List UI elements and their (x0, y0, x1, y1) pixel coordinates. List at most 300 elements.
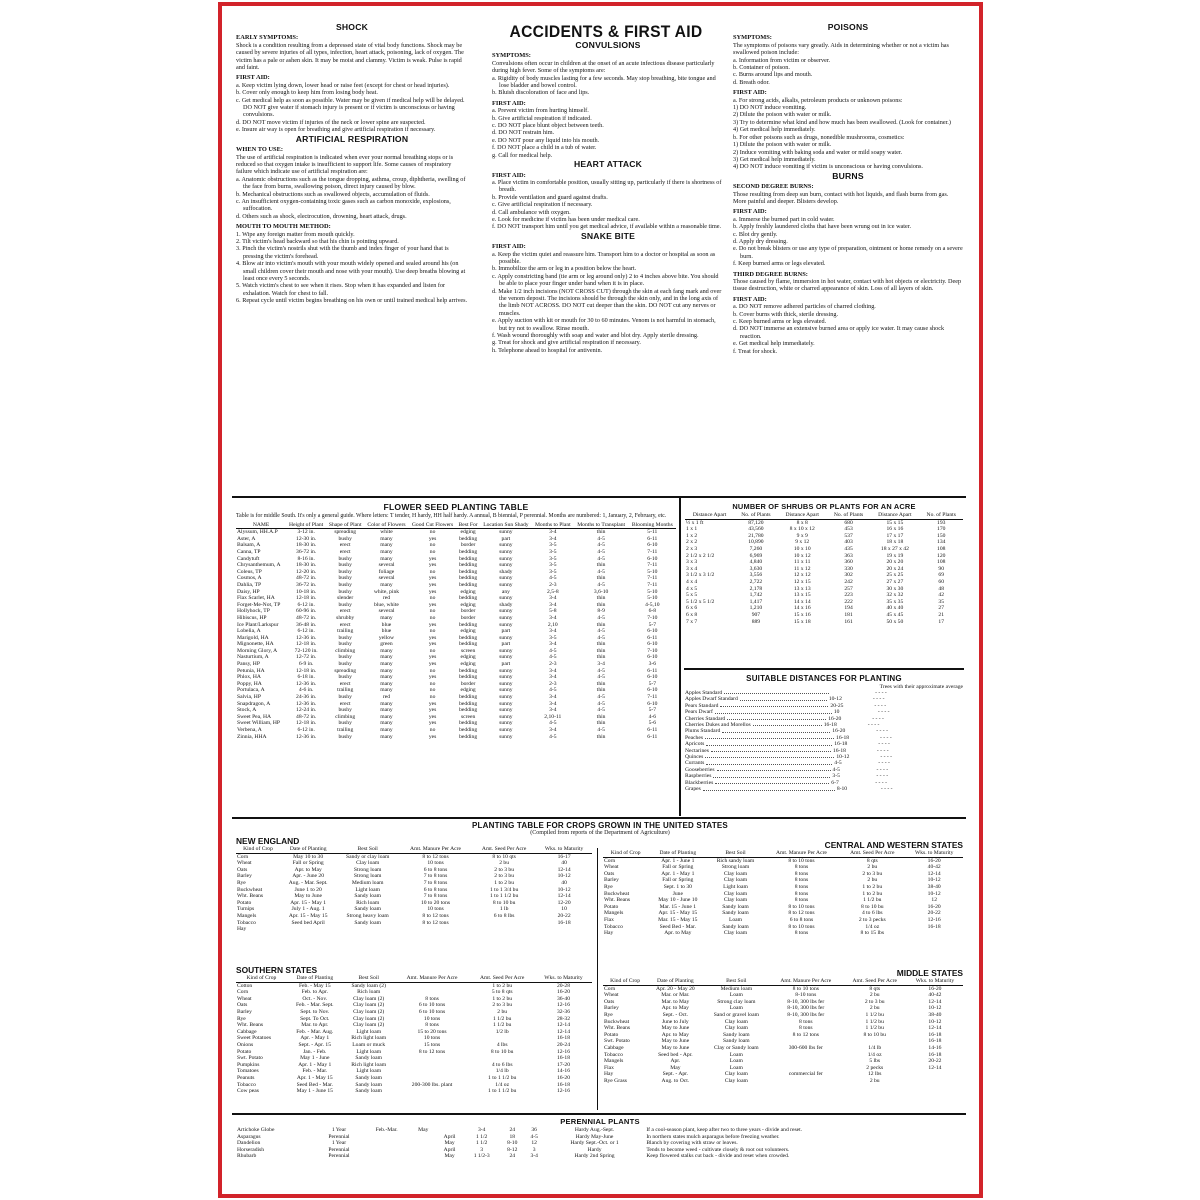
table-cell: Aug. - Mar. Sept. (288, 879, 328, 886)
table-cell: yes (428, 601, 437, 608)
table-cell (769, 1065, 842, 1072)
table-cell: Corn (604, 857, 616, 864)
table-row (236, 556, 676, 563)
table-cell: foliage (378, 568, 395, 575)
table-row (685, 559, 963, 566)
table-cell: Oats (237, 1002, 248, 1009)
table-cell: Feb. - Mar. (302, 1068, 328, 1075)
table-cell: Clay loam (2) (353, 1022, 385, 1029)
table-cell: 10 tons (423, 1035, 441, 1042)
table-cell: Sept. - Apr. (662, 1071, 689, 1078)
section-heading: ARTIFICIAL RESPIRATION (295, 133, 409, 144)
table-cell: Cotton (237, 982, 253, 989)
table-cell: 12-16 (556, 1002, 570, 1009)
table-row (236, 654, 676, 661)
table-cell: climbing (335, 713, 356, 720)
table-cell: 1 1/2 bu (863, 897, 882, 904)
table-cell: red (382, 694, 391, 701)
table-cell: many (380, 661, 393, 668)
table-cell (395, 1075, 470, 1082)
table-cell: 907 (751, 611, 761, 618)
table-cell: 1 to 2 bu (492, 982, 513, 989)
table-cell: 6 to 8 tons (789, 916, 814, 923)
table-cell: Sept. To Oct. (300, 1015, 330, 1022)
table-cell: 21 (938, 611, 945, 618)
column-header: Wks. to Maturity (535, 975, 592, 982)
table-cell: many (380, 542, 393, 549)
table-cell: bedding (459, 733, 478, 740)
table-row (236, 707, 676, 714)
table-cell: bushy (338, 654, 352, 661)
table-cell: 4,840 (749, 559, 763, 566)
table-cell: 6-8 (648, 608, 657, 615)
leader-dots (706, 741, 832, 745)
table-cell: 4-5 (597, 542, 605, 549)
table-cell: Barley (237, 873, 252, 880)
distance-value: 10 (833, 709, 840, 716)
table-cell: Cabbage (604, 1044, 624, 1051)
list-item: 5. Watch victim's chest to see when it rises. Stop when it has expanded and listen for exhalation. Watch for chest to fall. (236, 282, 446, 297)
table-cell: spreading (334, 529, 357, 536)
table-cell: 4 x 4 (686, 578, 698, 585)
paragraph: Shock is a condition resulting from a depressed state of vital body functions. Shock may be caused by severe injuries of all types, infection, heart attack, poisoning, lack of oxygen. The victim has a pale or ashen skin. It may be moist and clammy. Victim is weak. Pulse is rapid and faint. (236, 41, 464, 72)
table-row (236, 641, 676, 648)
distance-value: 3-5 (832, 773, 840, 780)
table-cell: Strong heavy loam (346, 912, 389, 919)
table-cell: edging (460, 661, 476, 668)
table-cell (395, 1088, 470, 1095)
region-new-england (236, 836, 592, 966)
leader-dots (724, 690, 829, 694)
table-cell: Sept. to Nov. (300, 1008, 330, 1015)
table-cell: 10 (561, 906, 567, 913)
table-cell: 108 (937, 559, 946, 566)
table-cell: 14-16 (928, 1044, 942, 1051)
table-cell: 403 (844, 539, 853, 546)
region-middle (603, 968, 963, 1114)
table-cell (905, 930, 963, 937)
table-cell: 4 lbs (496, 1041, 508, 1048)
table-cell (411, 1147, 436, 1154)
table-cell: bushy (338, 661, 352, 668)
table-cell: Sept. - Apr. 15 (298, 1041, 332, 1048)
table-cell: no (429, 628, 436, 635)
table-cell: Flax Scarlet, HA (237, 595, 275, 602)
table-cell: 20 x 20 (886, 559, 904, 566)
table-cell: Tobacco (604, 1051, 623, 1058)
table-cell: bedding (459, 548, 478, 555)
table-cell: many (380, 727, 393, 733)
table-cell: 16-18 (557, 919, 571, 926)
crops-subtitle: (Compiled from reports of the Department of Agriculture) (530, 830, 670, 836)
table-cell: no (429, 727, 436, 733)
distance-value: 16-18 (836, 734, 850, 741)
table-cell: yes (428, 707, 437, 714)
distance-value: 4-5 (832, 766, 840, 773)
table-cell: thin (596, 562, 606, 569)
table-cell: 4-6 (648, 713, 657, 720)
table-row (603, 897, 963, 904)
table-cell: 453 (844, 526, 853, 533)
table-cell: 24 (509, 1127, 516, 1133)
table-cell: 5-7 (648, 680, 657, 687)
table-row (236, 701, 676, 708)
table-cell: 257 (844, 585, 853, 592)
tree-name: Apples Dwarf Standard (685, 696, 738, 703)
table-cell: Corn (237, 989, 249, 996)
table-cell: 30 x 30 (886, 585, 904, 592)
table-cell: Apr. - June 20 (292, 873, 325, 880)
table-cell: ½ x 1 ft (686, 519, 704, 526)
tree-name: Quinces (685, 754, 704, 761)
table-cell: Medium loam (351, 879, 384, 886)
table-cell: 1 to 1 1/2 bu (488, 1088, 517, 1095)
table-cell: 21,780 (748, 532, 764, 539)
table-cell: 4-5,10 (645, 601, 660, 608)
table-cell: 4-5 (597, 555, 605, 562)
table-row (603, 917, 963, 924)
table-cell: 12 lbs (867, 1071, 882, 1078)
table-cell: 5-7 (648, 621, 657, 628)
tree-name: Pears Dwarf (685, 709, 713, 716)
block-label: FIRST AID: (236, 74, 270, 82)
table-cell: 25 x 25 (886, 572, 904, 579)
table-cell: 5-6 (648, 720, 657, 727)
table-cell (769, 1038, 842, 1045)
table-cell: Dandelion (237, 1140, 261, 1147)
table-cell: 14-16 (556, 1068, 570, 1075)
table-cell: May to June (294, 893, 322, 900)
tree-name: Plums Standard (685, 728, 721, 735)
table-cell: bushy (338, 720, 352, 727)
table-cell: Seed bed - Apr. (658, 1051, 693, 1058)
table-row (236, 893, 592, 900)
table-cell: yes (428, 535, 437, 542)
table-cell: May to June (661, 1038, 690, 1045)
table-cell: Wht. Beans (237, 1022, 264, 1029)
table-cell: 7-10 (647, 614, 658, 621)
table-cell: Potato (237, 1048, 252, 1055)
table-cell: 2 bu (869, 992, 880, 999)
table-cell: 1 1/2 bu (865, 1018, 884, 1025)
table-cell: Apr. to May (664, 930, 692, 937)
table-cell: many (380, 535, 393, 542)
table-cell: 12-72 in. (296, 654, 317, 661)
table-cell: 2 to 3 bu (494, 866, 514, 873)
table-cell: 8 x 10 x 12 (789, 526, 815, 533)
table-cell: Cabbage (237, 1028, 257, 1035)
table-cell: 15 x 15 (886, 519, 904, 526)
table-cell: 3-4 (549, 694, 557, 701)
table-cell: Apr. 15 - May 1 (290, 899, 327, 906)
table-row (685, 533, 963, 540)
table-cell (436, 1127, 464, 1134)
table-cell: 12-16 (556, 1088, 570, 1095)
table-cell: 8 to 12 tons (788, 910, 815, 917)
table-cell: 7-11 (647, 562, 658, 569)
table-row (603, 910, 963, 917)
table-cell: Rich sandy loam (716, 857, 755, 864)
table-cell: many (380, 555, 393, 562)
distance-value: 20-25 (830, 702, 844, 709)
table-cell (843, 1038, 907, 1045)
divider (597, 848, 598, 1110)
table-cell: 40-42 (928, 992, 942, 999)
table-cell: 27 (938, 605, 945, 612)
table-row (236, 1140, 964, 1147)
table-cell: 3-5 (549, 562, 557, 569)
table-cell: 14 x 16 (793, 605, 811, 612)
table-cell: shrubby (336, 614, 355, 621)
table-cell: bushy (338, 674, 352, 681)
list-item: c. Give artificial respiration if necessary. (492, 201, 593, 209)
table-cell: yes (428, 581, 437, 588)
table-cell: 8 tons (794, 870, 809, 877)
table-cell: 6-12 in. (297, 601, 315, 608)
table-cell: commercial fer (788, 1071, 823, 1078)
table-cell: 28-32 (556, 1015, 570, 1022)
table-cell: Chrysanthemum, A (237, 562, 281, 569)
table-cell: 6-10 (647, 628, 658, 635)
table-cell: many (380, 700, 393, 707)
table-cell: 1,742 (749, 592, 763, 599)
distance-value: 10-12 (828, 696, 842, 703)
table-row (685, 546, 963, 553)
table-row (603, 1045, 963, 1052)
table-cell: trailing (337, 727, 354, 733)
table-cell: Sandy loam (355, 1081, 382, 1088)
table-cell: 12-36 in. (296, 700, 317, 707)
table-cell: sunny (499, 707, 513, 714)
table-cell: In northern states mulch asparagus before freezing weather. (646, 1133, 780, 1140)
table-cell: thin (596, 647, 606, 654)
table-cell: May 10 to 30 (293, 853, 324, 860)
column-header: Months to Transplant (574, 522, 629, 529)
table-cell: 6 x 6 (686, 605, 698, 612)
table-cell: bushy (338, 733, 352, 740)
table-cell: 17 x 17 (886, 532, 904, 539)
table-cell: 3,556 (749, 572, 763, 579)
table-cell: Apr. 15 - May 15 (658, 910, 698, 917)
table-cell: 36 (531, 1127, 537, 1133)
table-cell: erect (339, 700, 351, 707)
table-cell: Lobelia, A (237, 628, 261, 635)
table-cell: 6-11 (647, 733, 658, 740)
table-cell: 537 (844, 532, 853, 539)
column-header: Best Soil (336, 846, 399, 853)
table-cell: 72-120 in. (294, 647, 318, 654)
tree-name: Nectarines (685, 747, 709, 754)
table-cell: Mar. 15 - June 1 (659, 903, 697, 910)
table-cell: Feb. to Apr. (301, 989, 328, 996)
paragraph: Those caused by flame, immersion in hot water, contact with hot objects or electricity. Deep tissue destruction, white or charred appearance of skin. Loss of all layers of skin. (733, 278, 962, 293)
table-cell: 330 (844, 565, 853, 572)
table-cell: Potato (237, 899, 252, 906)
table-cell: 200-300 lbs. plant (411, 1081, 453, 1088)
table-cell (907, 1078, 963, 1085)
flower-seed-table-section (236, 500, 676, 814)
table-cell: Rye (237, 1015, 246, 1022)
leader-dots (717, 767, 831, 771)
table-row (603, 924, 963, 931)
table-cell: 8-16 in. (297, 555, 315, 562)
leader-dots (703, 786, 835, 790)
table-cell: Clay loam (724, 1018, 748, 1025)
list-item: c. Get medical help as soon as possible. Water may be given if medical help will be delayed. DO NOT give water if stomach injury is present or if victim is unconscious or having convulsions. (236, 96, 465, 119)
table-cell: 1/4 lb (868, 1044, 882, 1051)
table-row (236, 674, 676, 681)
column-header: Color of Flowers (364, 522, 408, 529)
table-cell: shady (499, 601, 513, 608)
table-row (236, 536, 676, 543)
table-cell: Asparagus (237, 1133, 261, 1140)
block-label: SYMPTOMS: (733, 34, 772, 42)
table-cell: 10 to 20 tons (420, 899, 451, 906)
table-cell: 3-5 (549, 548, 557, 555)
table-cell: 242 (844, 578, 853, 585)
table-cell: thin (596, 575, 606, 582)
table-cell: Potato (604, 1031, 619, 1038)
table-cell: 2 bu (499, 860, 510, 867)
table-cell: 3-4 (549, 674, 557, 681)
table-cell: 12 (931, 897, 937, 904)
leader-dots (740, 696, 827, 700)
table-cell: Barley (604, 1005, 619, 1012)
table-row (685, 586, 963, 593)
table-cell: 1/2 lb (495, 1028, 509, 1035)
table-cell: Clay loam (723, 890, 748, 897)
table-cell: 3-5 (549, 568, 557, 575)
table-cell: 20-22 (928, 1058, 942, 1065)
table-cell: screen (460, 713, 476, 720)
table-cell: Wht. Beans (604, 1025, 631, 1032)
table-cell: 10-12 (928, 1005, 942, 1012)
table-cell: 20-22 (927, 910, 941, 917)
section-heading: POISONS (827, 22, 869, 32)
list-item: d. DO NOT immerse an extensive burned area or apply ice water. It may cause shock reaction. (733, 325, 945, 340)
table-cell: 1 1/2 bu (865, 1011, 884, 1018)
list-item: 1) DO NOT induce vomiting. (733, 104, 807, 112)
table-cell: 16-17 (557, 853, 571, 860)
table-cell: Hibiscus, HP (237, 614, 267, 621)
table-cell: Mangels (604, 1058, 624, 1065)
table-cell: 6-10 (647, 654, 658, 661)
table-row (603, 891, 963, 898)
table-cell: Tobacco (237, 1081, 256, 1088)
table-row (603, 1052, 963, 1059)
table-cell: Apr. 1 - May 1 (298, 1061, 332, 1068)
table-row (236, 1042, 592, 1049)
table-cell: 10-12 (928, 1018, 942, 1025)
table-cell: May to June (661, 1044, 690, 1051)
table-cell: 6-10 (647, 542, 658, 549)
table-cell: border (460, 680, 476, 687)
table-cell: 6-12 in. (297, 727, 315, 733)
list-item: 2. Tilt victim's head backward so that his chin is pointing upward. (236, 237, 399, 245)
table-cell: 40 (561, 860, 567, 867)
table-cell: Wheat (604, 864, 619, 871)
table-cell: 16-18 (928, 1051, 942, 1058)
column-header: Location Sun Shady (480, 522, 532, 529)
table-cell: 15 x 16 (793, 611, 811, 618)
table-cell: many (380, 680, 393, 687)
table-cell: bedding (459, 641, 478, 648)
table-cell: Sandy loam (354, 906, 381, 913)
table-cell: part (501, 628, 511, 635)
table-cell: 3,6-10 (593, 588, 609, 595)
table-cell: 5-10 (647, 595, 658, 602)
list-item: f. Wash wound thoroughly with soap and water and blot dry. Apply sterile dressing. (492, 332, 699, 340)
table-cell: Light loam (356, 1068, 382, 1075)
list-item: 1. Wipe any foreign matter from mouth quickly. (236, 230, 355, 238)
table-cell: 120 (937, 552, 946, 559)
block-label: FIRST AID: (492, 99, 526, 107)
list-item: a. DO NOT remove adhered particles of charred clothing. (733, 303, 876, 311)
table-cell (362, 1140, 411, 1147)
table-row (603, 877, 963, 884)
table-cell: sunny (499, 654, 513, 661)
table-cell: 108 (937, 545, 946, 552)
table-cell: 5 lbs (869, 1058, 881, 1065)
list-item: d. Others such as shock, electrocution, drowning, heart attack, drugs. (236, 212, 407, 220)
table-cell: 8 to 12 tons (418, 1048, 446, 1055)
marks: - - - - (876, 747, 889, 754)
table-cell: 134 (937, 539, 946, 546)
column-header: No. of Plants (919, 512, 963, 519)
table-cell: Apr. - May 1 (300, 1035, 330, 1042)
table-cell: 16-20 (928, 985, 942, 992)
table-cell: June 1 to 20 (294, 886, 322, 893)
table-cell: thin (596, 713, 606, 720)
divider (232, 496, 966, 498)
table-row (236, 860, 592, 867)
table-cell (395, 1055, 470, 1062)
table-cell: thin (596, 601, 606, 608)
table-cell: 7-11 (647, 548, 658, 555)
table-cell: Buckwheat (237, 886, 263, 893)
table-cell: 6-10 (647, 555, 658, 562)
table-cell: yes (428, 661, 437, 668)
distance-value: 16-18 (834, 741, 848, 748)
table-row (603, 999, 963, 1006)
table-cell: 2 bu (869, 1005, 880, 1012)
block-label: FIRST AID: (492, 171, 526, 179)
table-cell: Cow peas (237, 1088, 259, 1095)
table-cell: 17 (938, 618, 945, 625)
table-cell: 16-20 (927, 903, 941, 910)
table-row (236, 1049, 592, 1056)
table-cell: Balsam, A (237, 542, 261, 549)
column-header: Kind of Crop (236, 975, 287, 982)
marks: - - - - (876, 728, 888, 735)
list-item: 3) Try to determine what kind and how much has been swallowed. (Look for container.) (733, 118, 951, 126)
table-cell: May 1 - June 15 (296, 1088, 333, 1095)
table-cell: 3-5 (549, 555, 557, 562)
table-row (236, 887, 592, 894)
table-cell: Clay loam (2) (353, 1008, 385, 1015)
table-row (685, 572, 963, 579)
table-cell: 69 (938, 572, 945, 579)
list-item: b. Give artificial respiration if indicated. (492, 114, 592, 122)
table-cell: Pumpkins (237, 1061, 260, 1068)
table-cell (395, 1068, 470, 1075)
table-cell: 6-11 (647, 667, 658, 674)
table-row (603, 992, 963, 999)
block-label: WHEN TO USE: (236, 146, 283, 154)
table-cell (395, 982, 470, 989)
table-cell: Mar. or Mar. (661, 992, 690, 999)
column-left (236, 22, 468, 494)
